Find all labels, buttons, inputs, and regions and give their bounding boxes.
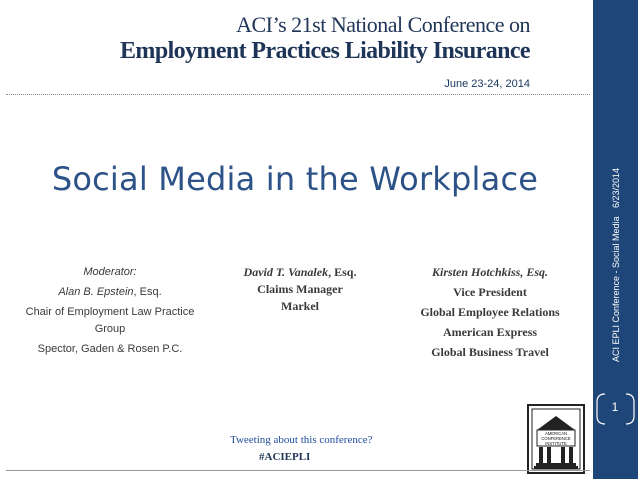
speaker-2-suffix: , Esq. [328,265,357,279]
page-number: 1 [611,400,619,414]
speaker-vanalek [218,264,382,315]
bottom-rule [6,470,590,471]
logo-line-1: AMERICAN [544,431,568,436]
aci-logo [527,404,585,474]
slide-title: Social Media in the Workplace [51,160,539,198]
header-line-1: ACI’s 21st National Conference on [236,12,530,37]
speaker-hotchkiss [408,264,572,364]
speaker-3-company: American Express [442,325,538,339]
header-line-2: Employment Practices Liability Insurance [120,38,530,64]
speaker-3-dept: Global Employee Relations [420,305,560,319]
hashtag: #ACIEPLI [259,451,311,463]
speaker-moderator [24,264,196,361]
speaker-3-division: Global Business Travel [431,345,549,359]
sidebar-conference-label: ACI EPLI Conference - Social Media [611,216,621,362]
speaker-3-name: Kirsten Hotchkiss, Esq. [431,265,549,279]
moderator-name: Alan B. Epstein [58,286,134,298]
moderator-role: Moderator: [83,266,137,278]
moderator-firm: Spector, Gaden & Rosen P.C. [37,343,183,355]
moderator-suffix: , Esq. [133,286,162,298]
logo-line-2: CONFERENCE [541,436,571,441]
logo-line-3: INSTITUTE [545,441,567,446]
speaker-2-company: Markel [281,299,319,313]
sidebar-date: 6/23/2014 [611,167,621,208]
tweet-prompt: Tweeting about this conference? [230,434,373,446]
dotted-divider [6,94,590,95]
conference-date: June 23-24, 2014 [444,78,530,90]
moderator-title: Chair of Employment Law Practice Group [25,306,195,335]
speaker-2-name: David T. Vanalek [243,265,329,279]
speaker-3-title: Vice President [453,285,527,299]
speaker-2-title: Claims Manager [257,282,343,296]
moderator-name-row [24,284,196,301]
speaker-2-name-row [218,264,382,281]
